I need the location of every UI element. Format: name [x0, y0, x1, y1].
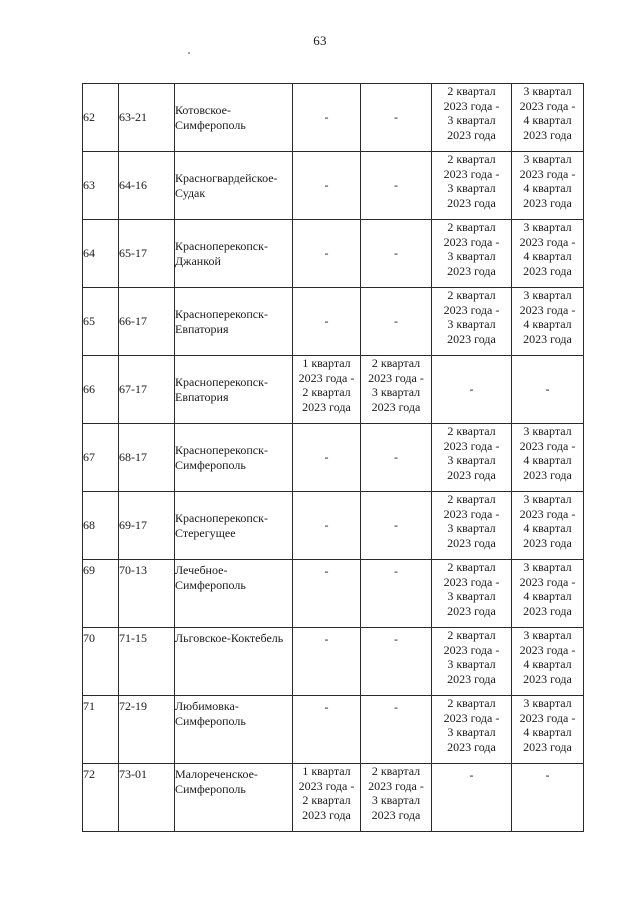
period-empty-dash: -: [545, 768, 550, 782]
period-line: 2023 года: [302, 807, 351, 822]
table-row: [83, 424, 584, 492]
period-cell-4: [512, 492, 584, 560]
period-empty-dash: -: [324, 314, 329, 329]
period-line: 2023 года: [523, 739, 572, 754]
period-line: 2 квартал: [447, 424, 496, 438]
route-name-line: Симферополь: [175, 117, 246, 132]
period-line: 2023 года -: [298, 370, 355, 385]
route-code-cell: [119, 84, 175, 152]
route-name-line: Стерегущее: [175, 525, 236, 540]
period-line: 2023 года -: [519, 506, 576, 521]
period-line: 2023 года: [523, 671, 572, 686]
table-row: [83, 356, 584, 424]
period-line: 4 квартал: [523, 249, 572, 264]
period-line: 2023 года -: [519, 710, 576, 725]
period-cell-1: [293, 288, 361, 356]
route-code: 63-21: [119, 110, 147, 125]
route-name-line: Судак: [175, 185, 206, 200]
row-number-cell: [83, 560, 119, 628]
row-number-cell: [83, 492, 119, 560]
route-name-cell: [175, 220, 293, 288]
period-line: 1 квартал: [302, 764, 351, 778]
period-line: 3 квартал: [523, 424, 572, 438]
period-line: 2023 года: [302, 399, 351, 414]
period-line: 2023 года -: [368, 778, 424, 793]
table-row: [83, 492, 584, 560]
route-name-cell: [175, 356, 293, 424]
page-number: 63: [313, 33, 327, 48]
route-code: 67-17: [119, 382, 147, 397]
period-line: 2023 года -: [368, 370, 424, 385]
period-line: 4 квартал: [523, 589, 572, 604]
period-cell-1: [293, 424, 361, 492]
period-line: 2023 года: [523, 535, 572, 550]
period-line: 3 квартал: [447, 657, 496, 672]
route-name-line: Красногвардейское-: [175, 170, 278, 185]
route-code: 72-19: [119, 699, 147, 713]
table-body: [83, 84, 584, 832]
route-code-cell: [119, 356, 175, 424]
row-number-cell: [83, 424, 119, 492]
period-cell-2: [361, 628, 432, 696]
period-line: 2 квартал: [371, 764, 421, 778]
route-name-line: Красноперекопск-: [175, 238, 268, 253]
period-line: 2023 года: [447, 127, 496, 142]
period-line: 3 квартал: [447, 589, 496, 604]
period-cell-3: [432, 84, 512, 152]
period-line: 3 квартал: [523, 560, 572, 574]
period-line: 2 квартал: [447, 492, 496, 506]
period-line: 2023 года -: [519, 234, 576, 249]
period-cell-2: [361, 288, 432, 356]
route-name-line: Джанкой: [175, 253, 221, 268]
period-line: 2023 года: [447, 195, 496, 210]
period-cell-3: [432, 152, 512, 220]
period-cell-1: [293, 628, 361, 696]
route-name-cell: [175, 628, 293, 696]
period-empty-dash: -: [394, 110, 398, 125]
period-line: 3 квартал: [447, 181, 496, 196]
period-line: 4 квартал: [523, 453, 572, 468]
period-line: 2023 года -: [298, 778, 355, 793]
period-cell-1: [293, 220, 361, 288]
period-cell-3: [432, 696, 512, 764]
period-line: 2 квартал: [447, 84, 496, 98]
period-cell-3: [432, 356, 512, 424]
period-line: 2023 года: [447, 263, 496, 278]
period-line: 2 квартал: [447, 288, 496, 302]
period-line: 2023 года -: [443, 302, 500, 317]
period-empty-dash: -: [469, 382, 474, 397]
route-name-line: Котовское-: [175, 102, 231, 117]
period-line: 3 квартал: [447, 317, 496, 332]
period-line: 2 квартал: [447, 152, 496, 166]
route-name-cell: [175, 424, 293, 492]
period-line: 2023 года -: [443, 574, 500, 589]
period-cell-2: [361, 84, 432, 152]
route-code: 70-13: [119, 563, 147, 577]
route-name-line: Симферополь: [175, 577, 246, 592]
period-line: 2 квартал: [302, 385, 351, 400]
period-line: 2023 года: [523, 195, 572, 210]
row-number-cell: [83, 84, 119, 152]
period-line: 2023 года -: [519, 574, 576, 589]
route-code-cell: [119, 152, 175, 220]
route-code-cell: [119, 764, 175, 832]
period-empty-dash: -: [324, 632, 329, 646]
period-line: 2 квартал: [371, 356, 421, 370]
period-line: 3 квартал: [523, 288, 572, 302]
route-code-cell: [119, 288, 175, 356]
period-line: 3 квартал: [523, 492, 572, 506]
period-line: 2 квартал: [447, 696, 496, 710]
row-number: 69: [83, 563, 95, 577]
route-code-cell: [119, 492, 175, 560]
route-name-line: Красноперекопск-: [175, 442, 268, 457]
period-cell-4: [512, 560, 584, 628]
route-code-cell: [119, 220, 175, 288]
period-empty-dash: -: [324, 518, 329, 533]
period-line: 2023 года -: [443, 438, 500, 453]
period-line: 2023 года -: [443, 234, 500, 249]
period-line: 4 квартал: [523, 317, 572, 332]
period-line: 2023 года: [447, 535, 496, 550]
route-code-cell: [119, 628, 175, 696]
period-cell-3: [432, 220, 512, 288]
period-cell-3: [432, 288, 512, 356]
route-code: 66-17: [119, 314, 147, 329]
period-empty-dash: -: [394, 518, 398, 533]
period-line: 4 квартал: [523, 521, 572, 536]
period-cell-1: [293, 356, 361, 424]
row-number-cell: [83, 288, 119, 356]
period-line: 2023 года -: [443, 642, 500, 657]
period-empty-dash: -: [394, 450, 398, 465]
route-name-cell: [175, 764, 293, 832]
period-cell-3: [432, 628, 512, 696]
period-empty-dash: -: [469, 768, 474, 782]
row-number: 71: [83, 699, 95, 713]
period-empty-dash: -: [394, 178, 398, 193]
row-number: 62: [83, 110, 95, 125]
row-number-cell: [83, 220, 119, 288]
period-cell-4: [512, 696, 584, 764]
period-cell-2: [361, 356, 432, 424]
period-cell-2: [361, 424, 432, 492]
period-empty-dash: -: [394, 564, 398, 578]
period-cell-4: [512, 220, 584, 288]
period-cell-3: [432, 764, 512, 832]
period-cell-1: [293, 84, 361, 152]
row-number-cell: [83, 628, 119, 696]
period-cell-4: [512, 764, 584, 832]
route-name-line: Симферополь: [175, 713, 246, 728]
period-line: 2023 года: [371, 399, 421, 414]
route-name-cell: [175, 84, 293, 152]
period-cell-2: [361, 492, 432, 560]
period-cell-1: [293, 696, 361, 764]
period-line: 2023 года: [523, 331, 572, 346]
route-name-line: Малореченское-: [175, 767, 258, 781]
period-line: 2 квартал: [302, 793, 351, 808]
period-line: 2023 года -: [519, 302, 576, 317]
route-name-line: Евпатория: [175, 389, 229, 404]
period-line: 3 квартал: [447, 249, 496, 264]
period-line: 2023 года -: [443, 710, 500, 725]
route-name-line: Красноперекопск-: [175, 510, 268, 525]
period-empty-dash: -: [324, 450, 329, 465]
period-line: 3 квартал: [523, 696, 572, 710]
period-line: 2023 года: [447, 331, 496, 346]
period-empty-dash: -: [545, 382, 550, 397]
period-line: 3 квартал: [523, 220, 572, 234]
row-number: 70: [83, 631, 95, 645]
period-line: 2023 года -: [519, 98, 576, 113]
period-empty-dash: -: [324, 246, 329, 261]
row-number: 67: [83, 450, 95, 465]
period-cell-4: [512, 152, 584, 220]
table-row: [83, 152, 584, 220]
period-empty-dash: -: [394, 246, 398, 261]
period-cell-2: [361, 220, 432, 288]
period-line: 3 квартал: [523, 84, 572, 98]
period-cell-1: [293, 492, 361, 560]
route-code: 68-17: [119, 450, 147, 465]
route-name-line: Красноперекопск-: [175, 306, 268, 321]
period-empty-dash: -: [324, 110, 329, 125]
scan-speck: [188, 52, 190, 54]
period-cell-3: [432, 424, 512, 492]
route-code: 73-01: [119, 767, 147, 781]
route-code: 69-17: [119, 518, 147, 533]
table-row: [83, 560, 584, 628]
row-number: 72: [83, 767, 95, 781]
route-name-line: Любимовка-: [175, 699, 239, 713]
period-line: 2 квартал: [447, 628, 496, 642]
period-cell-2: [361, 696, 432, 764]
route-name-cell: [175, 696, 293, 764]
period-line: 2023 года -: [443, 166, 500, 181]
route-name-line: Евпатория: [175, 321, 229, 336]
row-number-cell: [83, 696, 119, 764]
period-empty-dash: -: [324, 564, 329, 578]
period-line: 2023 года: [447, 739, 496, 754]
period-line: 2023 года -: [519, 438, 576, 453]
period-cell-1: [293, 560, 361, 628]
row-number-cell: [83, 764, 119, 832]
period-empty-dash: -: [394, 632, 398, 646]
period-cell-2: [361, 560, 432, 628]
period-line: 2023 года: [447, 603, 496, 618]
period-cell-3: [432, 492, 512, 560]
period-cell-2: [361, 152, 432, 220]
period-line: 3 квартал: [371, 793, 421, 808]
route-name-line: Симферополь: [175, 781, 246, 796]
row-number: 66: [83, 382, 95, 397]
period-cell-4: [512, 424, 584, 492]
period-line: 2023 года -: [443, 98, 500, 113]
period-cell-1: [293, 152, 361, 220]
period-line: 1 квартал: [302, 356, 351, 370]
row-number-cell: [83, 152, 119, 220]
period-line: 3 квартал: [371, 385, 421, 400]
period-empty-dash: -: [394, 700, 398, 714]
period-empty-dash: -: [324, 178, 329, 193]
period-cell-4: [512, 356, 584, 424]
period-line: 3 квартал: [447, 725, 496, 740]
period-line: 2023 года -: [519, 642, 576, 657]
period-line: 3 квартал: [523, 152, 572, 166]
route-code-cell: [119, 696, 175, 764]
route-name-cell: [175, 288, 293, 356]
table-row: [83, 220, 584, 288]
period-cell-4: [512, 84, 584, 152]
row-number: 63: [83, 178, 95, 193]
period-line: 3 квартал: [447, 113, 496, 128]
period-cell-4: [512, 288, 584, 356]
period-empty-dash: -: [394, 314, 398, 329]
route-name-cell: [175, 492, 293, 560]
table-row: [83, 696, 584, 764]
row-number-cell: [83, 356, 119, 424]
route-name-line: Льговское-Коктебель: [175, 631, 284, 645]
route-name-line: Симферополь: [175, 457, 246, 472]
period-line: 3 квартал: [447, 521, 496, 536]
period-line: 2023 года -: [443, 506, 500, 521]
route-code: 65-17: [119, 246, 147, 261]
route-name-cell: [175, 152, 293, 220]
route-name-cell: [175, 560, 293, 628]
period-cell-4: [512, 628, 584, 696]
period-line: 2023 года -: [519, 166, 576, 181]
period-line: 2023 года: [523, 127, 572, 142]
period-line: 4 квартал: [523, 657, 572, 672]
period-line: 2023 года: [447, 671, 496, 686]
row-number: 65: [83, 314, 95, 329]
period-line: 2023 года: [523, 603, 572, 618]
period-cell-2: [361, 764, 432, 832]
table-row: [83, 84, 584, 152]
period-line: 3 квартал: [523, 628, 572, 642]
route-code-cell: [119, 424, 175, 492]
table-row: [83, 764, 584, 832]
period-line: 2023 года: [523, 467, 572, 482]
routes-schedule-table: [82, 83, 584, 832]
period-line: 2023 года: [447, 467, 496, 482]
period-line: 4 квартал: [523, 113, 572, 128]
period-empty-dash: -: [324, 700, 329, 714]
period-line: 2 квартал: [447, 560, 496, 574]
route-code: 71-15: [119, 631, 147, 645]
period-cell-1: [293, 764, 361, 832]
period-line: 3 квартал: [447, 453, 496, 468]
row-number: 68: [83, 518, 95, 533]
route-name-line: Красноперекопск-: [175, 374, 268, 389]
period-line: 2023 года: [523, 263, 572, 278]
period-cell-3: [432, 560, 512, 628]
table-row: [83, 628, 584, 696]
period-line: 4 квартал: [523, 725, 572, 740]
row-number: 64: [83, 246, 95, 261]
period-line: 4 квартал: [523, 181, 572, 196]
route-code: 64-16: [119, 178, 147, 193]
period-line: 2023 года: [371, 807, 421, 822]
route-code-cell: [119, 560, 175, 628]
table-row: [83, 288, 584, 356]
route-name-line: Лечебное-: [175, 563, 228, 577]
period-line: 2 квартал: [447, 220, 496, 234]
